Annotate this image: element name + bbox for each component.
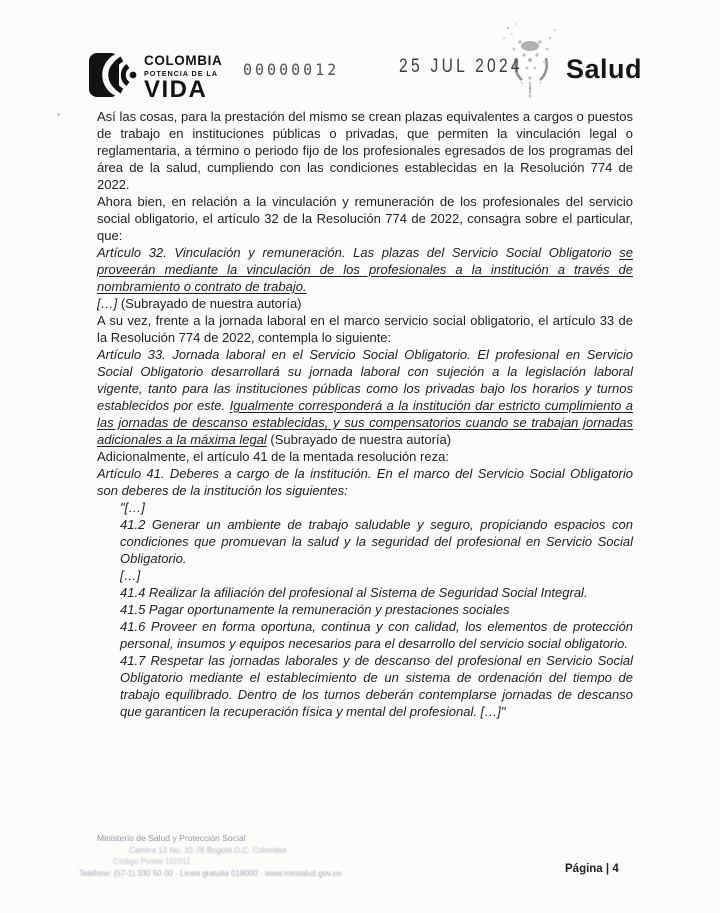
quote41-line: 41.7 Respetar las jornadas laborales y de descanso del profesional en Servicio Social Obligatorio mediante el establecimiento de un sistema de ordenación del tiempo de trabajo equilibrado. Dentro de los turnos deberán contemplarse jornadas de descanso que garanticen la recuperación física y mental del profesional. […]": [120, 653, 633, 719]
logo-country-label: COLOMBIA: [144, 53, 223, 68]
quote32-ellipsis: […]: [97, 296, 118, 311]
footer-postal-line: Código Postal 110311: [113, 857, 191, 866]
coat-of-arms-stamp-icon: [500, 22, 562, 109]
blockquote-article-41-heading: Artículo 41. Deberes a cargo de la institución. En el marco del Servicio Social Obligatorio son deberes de la institución los siguientes:: [97, 466, 633, 498]
footer-address-line: Carrera 13 No. 32-76 Bogotá D.C. Colombia: [129, 846, 287, 855]
quote33-note: (Subrayado de nuestra autoría): [266, 432, 452, 447]
date-stamp: 25 JUL 2024: [399, 56, 523, 77]
quote32-note: (Subrayado de nuestra autoría): [117, 296, 302, 311]
quote32-lead: Artículo 32. Vinculación y remuneración. Las plazas del Servicio Social Obligatorio: [97, 245, 620, 260]
blockquote-article-41-body: [120, 499, 633, 720]
quote41-line: […]: [120, 568, 141, 583]
paragraph-intro: Así las cosas, para la prestación del mismo se crean plazas equivalentes a cargos o puestos de trabajo en instituciones públicas o privadas, que permiten la vinculación legal o reglamentaria, a término o periodo fijo de los profesionales egresados de los programas del área de la salud, cumpliendo con las condiciones establecidas en la Resolución 774 de 2022.: [97, 109, 633, 192]
colombia-government-logo-icon: [89, 51, 139, 106]
radicado-number-stamp: 00000012: [243, 60, 340, 80]
scan-artifact-dot: [57, 113, 60, 116]
logo-brand-label: VIDA: [144, 75, 208, 103]
quote41-line: 41.5 Pagar oportunamente la remuneración y prestaciones sociales: [120, 602, 510, 617]
quote41-line: 41.6 Proveer en forma oportuna, continua y con calidad, los elementos de protección personal, insumos y equipos necesarios para el desarrollo del servicio social obligatorio.: [120, 619, 633, 651]
quote41-line: 41.4 Realizar la afiliación del profesional al Sistema de Seguridad Social Integral.: [120, 585, 588, 600]
paragraph-article32-intro: Ahora bien, en relación a la vinculación y remuneración de los profesionales del servicio social obligatorio, el artículo 32 de la Resolución 774 de 2022, consagra sobre el particular, que:: [97, 194, 633, 243]
logo-tagline-label: POTENCIA DE LA: [144, 68, 218, 78]
quote41-line: "[…]: [120, 500, 145, 515]
quote32-underlined: se proveerán mediante la vinculación de los profesionales a la institución a través de nombramiento o contrato de trabajo.: [97, 245, 633, 294]
logo-wordmark: [144, 54, 222, 102]
document-body: [97, 108, 633, 720]
footer-ministry-line: Ministerio de Salud y Protección Social: [97, 833, 246, 843]
paragraph-article41-intro: Adicionalmente, el artículo 41 de la mentada resolución reza:: [97, 449, 449, 464]
blockquote-article-33: [97, 346, 633, 448]
paragraph-article33-intro: A su vez, frente a la jornada laboral en el marco servicio social obligatorio, el artículo 33 de la Resolución 774 de 2022, contempla lo siguiente:: [97, 313, 633, 345]
salud-wordmark: Salud: [566, 54, 643, 84]
blockquote-article-32: [97, 244, 633, 312]
quote33-underlined: Igualmente corresponderá a la institución dar estricto cumplimiento a las jornadas de descanso establecidas, y sus compensatorios cuando se trabajan jornadas adicionales a la máxima legal: [97, 398, 634, 447]
quote41-line: 41.2 Generar un ambiente de trabajo saludable y seguro, propiciando espacios con condiciones que promuevan la salud y la seguridad del profesional en Servicio Social Obligatorio.: [120, 517, 633, 566]
footer-contact-line: Teléfono: (57-1) 330 50 00 · Línea gratuita 018000 · www.minsalud.gov.co: [79, 869, 342, 878]
page-number: Página | 4: [565, 863, 619, 875]
quote33-lead: Artículo 33. Jornada laboral en el Servicio Social Obligatorio. El profesional en Servicio Social Obligatorio desarrollará su jornada laboral con sujeción a la legislación laboral vigente, tanto para las instituciones públicas como los privadas bajo los horarios y turnos establecidos por este.: [97, 347, 633, 413]
